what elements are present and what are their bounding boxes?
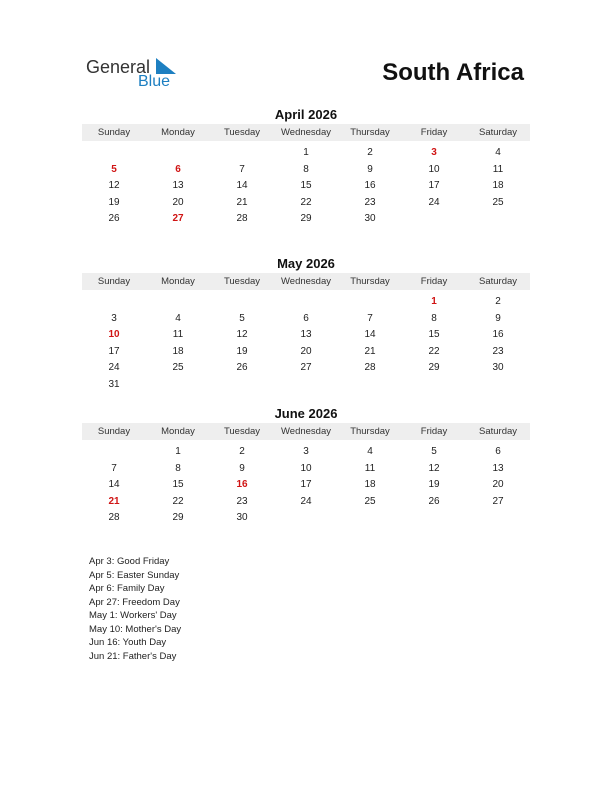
holiday-item: Jun 21: Father's Day	[89, 650, 177, 662]
day-cell: 24	[108, 362, 120, 374]
day-cell: 6	[495, 446, 501, 457]
empty-day-cell	[402, 510, 466, 527]
day-cell: 29	[428, 362, 440, 374]
day-cell: 25	[364, 495, 376, 507]
day-cell: 10	[428, 163, 440, 175]
empty-day-cell	[82, 145, 146, 162]
day-cell: 5	[431, 446, 437, 457]
day-cell: 9	[367, 163, 373, 175]
day-cell: 28	[236, 213, 248, 225]
day-cell: 26	[108, 213, 120, 225]
holiday-item: May 10: Mother's Day	[89, 623, 182, 635]
holiday-day-cell: 21	[108, 495, 120, 507]
day-cell: 19	[428, 479, 440, 491]
day-cell: 20	[492, 479, 504, 491]
day-cell: 30	[236, 512, 248, 524]
weekday-header: Monday	[146, 423, 210, 440]
empty-day-cell	[466, 510, 530, 527]
day-cell: 5	[239, 312, 245, 324]
empty-day-cell	[402, 211, 466, 228]
month-may	[82, 255, 530, 394]
weekday-header: Sunday	[82, 124, 146, 141]
day-cell: 16	[492, 329, 504, 341]
day-cell: 23	[236, 495, 248, 507]
month-title: April 2026	[274, 107, 338, 122]
day-cell: 11	[364, 462, 376, 474]
empty-day-cell	[466, 377, 530, 394]
weekday-header: Wednesday	[274, 273, 338, 290]
day-cell: 17	[300, 479, 312, 491]
weekday-header: Friday	[402, 273, 466, 290]
day-cell: 17	[108, 345, 120, 357]
empty-day-cell	[82, 444, 146, 461]
month-title: May 2026	[277, 256, 335, 271]
day-cell: 9	[495, 312, 501, 324]
empty-day-cell	[402, 377, 466, 394]
empty-day-cell	[338, 377, 402, 394]
holiday-day-cell: 1	[431, 296, 437, 307]
day-cell: 18	[492, 180, 504, 192]
day-cell: 29	[172, 512, 184, 524]
day-cell: 4	[367, 446, 373, 457]
holiday-item: Apr 3: Good Friday	[89, 556, 170, 567]
weekday-header: Saturday	[466, 273, 530, 290]
empty-day-cell	[210, 377, 274, 394]
day-cell: 3	[303, 446, 309, 457]
holiday-day-cell: 6	[175, 163, 181, 175]
weekday-header: Tuesday	[210, 273, 274, 290]
day-cell: 3	[111, 312, 117, 324]
day-cell: 1	[303, 147, 309, 158]
day-cell: 23	[364, 196, 376, 208]
day-cell: 13	[172, 180, 184, 192]
empty-day-cell	[210, 145, 274, 162]
day-cell: 12	[428, 462, 440, 474]
weekday-header: Tuesday	[210, 423, 274, 440]
weekday-header: Thursday	[338, 423, 402, 440]
holiday-item: Jun 16: Youth Day	[89, 637, 167, 648]
calendar-grid	[82, 124, 530, 228]
day-cell: 17	[428, 180, 440, 192]
day-cell: 29	[300, 213, 312, 225]
day-cell: 2	[239, 446, 245, 457]
month-april	[82, 106, 530, 228]
day-cell: 4	[175, 312, 181, 324]
day-cell: 27	[492, 495, 504, 507]
day-cell: 30	[364, 213, 376, 225]
holiday-list	[89, 555, 181, 663]
logo-text-general: General	[86, 57, 151, 77]
empty-day-cell	[466, 211, 530, 228]
weekday-header: Saturday	[466, 423, 530, 440]
empty-day-cell	[274, 510, 338, 527]
holiday-item: May 1: Workers' Day	[89, 610, 177, 621]
day-cell: 28	[364, 362, 376, 374]
day-cell: 1	[175, 446, 181, 457]
day-cell: 13	[492, 462, 504, 474]
day-cell: 10	[300, 462, 312, 474]
holiday-day-cell: 3	[431, 147, 437, 158]
day-cell: 2	[367, 147, 373, 158]
month-june	[82, 405, 530, 527]
day-cell: 24	[300, 495, 312, 507]
day-cell: 9	[239, 462, 245, 474]
day-cell: 4	[495, 147, 501, 158]
weekday-header: Thursday	[338, 124, 402, 141]
weekday-header: Monday	[146, 273, 210, 290]
empty-day-cell	[274, 294, 338, 311]
day-cell: 8	[431, 312, 437, 324]
day-cell: 16	[364, 180, 376, 192]
day-cell: 7	[239, 163, 245, 175]
weekday-header: Wednesday	[274, 124, 338, 141]
empty-day-cell	[274, 377, 338, 394]
empty-day-cell	[82, 294, 146, 311]
weekday-header: Monday	[146, 124, 210, 141]
day-cell: 27	[300, 362, 312, 374]
day-cell: 25	[172, 362, 184, 374]
empty-day-cell	[146, 294, 210, 311]
day-cell: 24	[428, 196, 440, 208]
day-cell: 14	[108, 479, 120, 491]
holiday-day-cell: 5	[111, 163, 117, 175]
day-cell: 26	[428, 495, 440, 507]
day-cell: 15	[428, 329, 440, 341]
day-cell: 11	[492, 163, 504, 175]
holiday-day-cell: 16	[236, 479, 248, 491]
holiday-day-cell: 10	[108, 329, 120, 341]
day-cell: 31	[108, 378, 120, 390]
empty-day-cell	[146, 145, 210, 162]
day-cell: 19	[236, 345, 248, 357]
day-cell: 26	[236, 362, 248, 374]
day-cell: 30	[492, 362, 504, 374]
day-cell: 18	[172, 345, 184, 357]
day-cell: 23	[492, 345, 504, 357]
empty-day-cell	[210, 294, 274, 311]
day-cell: 28	[108, 512, 120, 524]
month-title: June 2026	[274, 406, 338, 421]
day-cell: 12	[108, 180, 120, 192]
day-cell: 21	[236, 196, 248, 208]
holiday-day-cell: 27	[172, 213, 184, 225]
generalblue-logo	[86, 56, 186, 92]
day-cell: 15	[300, 180, 312, 192]
day-cell: 7	[367, 312, 373, 324]
weekday-header: Sunday	[82, 273, 146, 290]
holiday-item: Apr 5: Easter Sunday	[89, 569, 180, 581]
day-cell: 8	[175, 462, 181, 474]
day-cell: 14	[364, 329, 376, 341]
day-cell: 19	[108, 196, 120, 208]
day-cell: 20	[300, 345, 312, 357]
day-cell: 21	[364, 345, 376, 357]
calendar-grid	[82, 423, 530, 527]
day-cell: 8	[303, 163, 309, 175]
empty-day-cell	[338, 510, 402, 527]
day-cell: 14	[236, 180, 248, 192]
day-cell: 22	[300, 196, 312, 208]
day-cell: 7	[111, 462, 117, 474]
day-cell: 22	[172, 495, 184, 507]
weekday-header: Friday	[402, 124, 466, 141]
calendar-grid	[82, 273, 530, 394]
day-cell: 25	[492, 196, 504, 208]
day-cell: 20	[172, 196, 184, 208]
empty-day-cell	[338, 294, 402, 311]
holiday-item: Apr 6: Family Day	[89, 583, 165, 594]
weekday-header: Friday	[402, 423, 466, 440]
empty-day-cell	[146, 377, 210, 394]
weekday-header: Tuesday	[210, 124, 274, 141]
day-cell: 15	[172, 479, 184, 491]
day-cell: 18	[364, 479, 376, 491]
day-cell: 11	[172, 329, 184, 341]
holiday-item: Apr 27: Freedom Day	[89, 596, 180, 608]
day-cell: 2	[495, 296, 501, 307]
logo-text-blue: Blue	[138, 73, 171, 90]
weekday-header: Thursday	[338, 273, 402, 290]
weekday-header: Saturday	[466, 124, 530, 141]
day-cell: 13	[300, 329, 312, 341]
day-cell: 6	[303, 312, 309, 324]
country-title: South Africa	[382, 59, 524, 86]
weekday-header: Wednesday	[274, 423, 338, 440]
day-cell: 12	[236, 329, 248, 341]
weekday-header: Sunday	[82, 423, 146, 440]
day-cell: 22	[428, 345, 440, 357]
